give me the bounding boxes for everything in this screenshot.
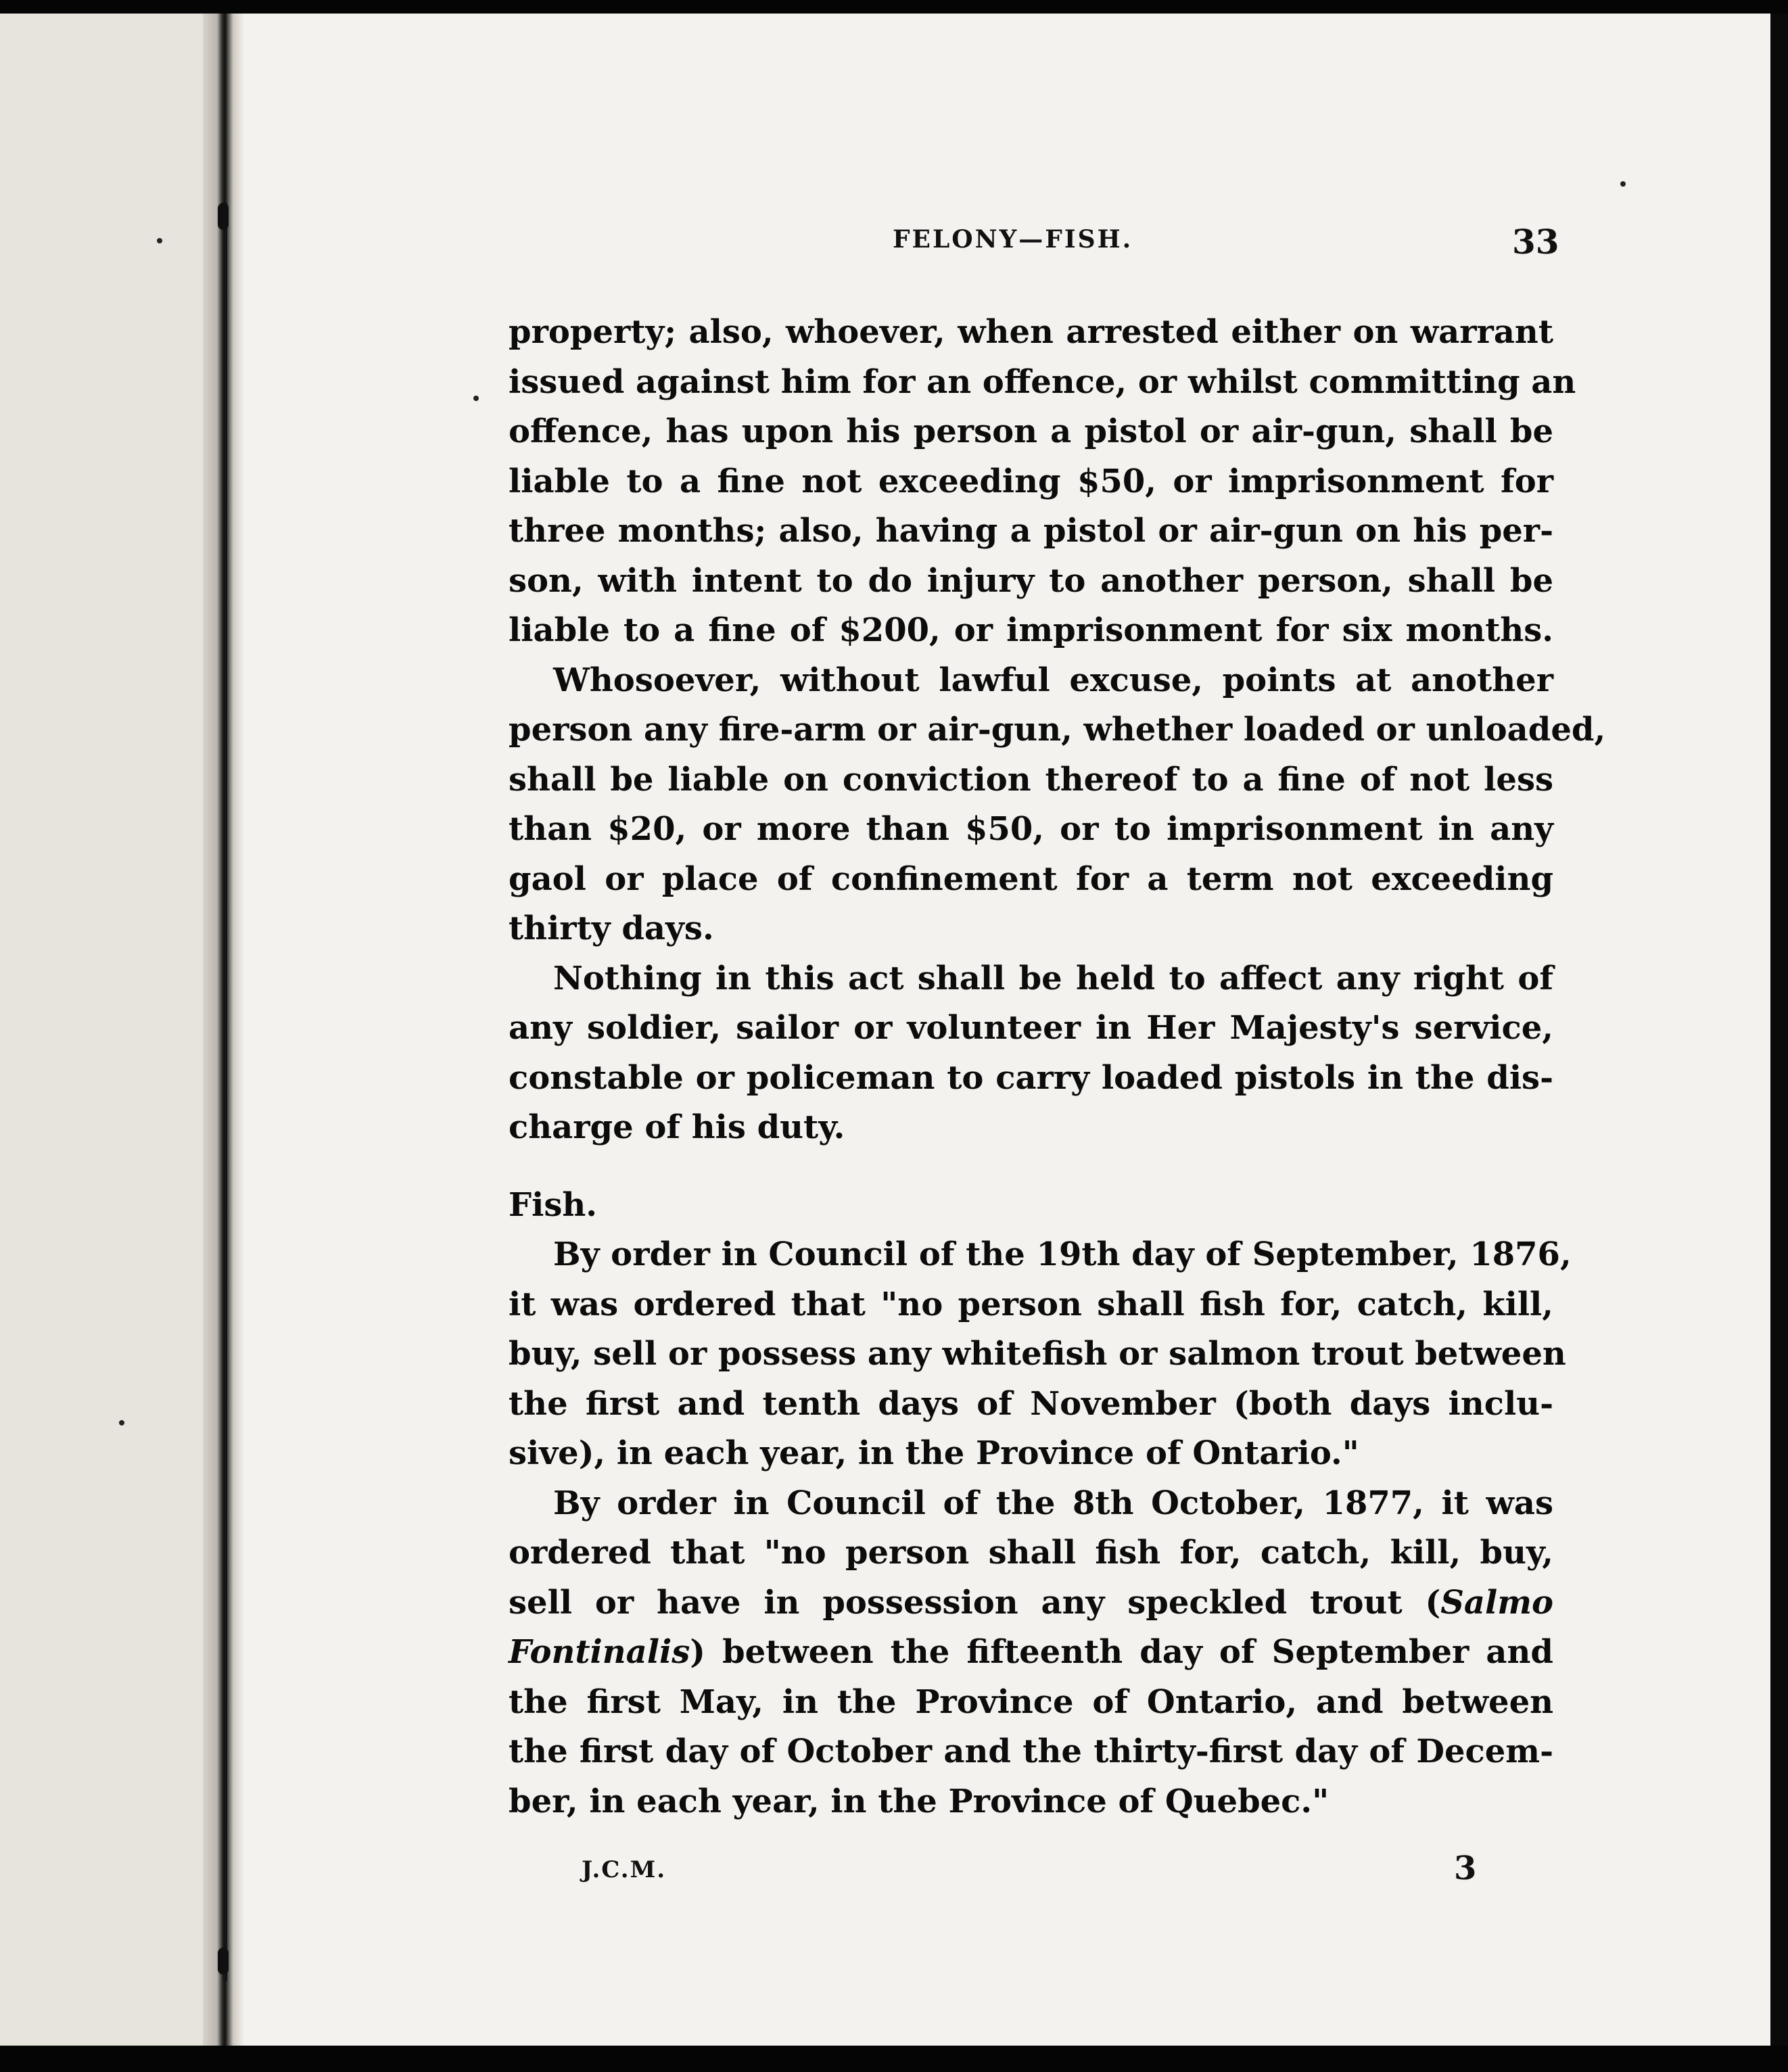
paper-speck [157,238,162,243]
text-line: person any fire-arm or air-gun, whether loaded or unloaded, [509,711,1606,749]
text-line: the first and tenth days of November (both days inclu- [509,1384,1553,1423]
text-line: constable or policeman to carry loaded pistols in the dis- [509,1058,1553,1097]
binding-mark [218,203,229,230]
italic-term: Fontinalis [509,1633,690,1671]
text-line: three months; also, having a pistol or air-gun on his per- [509,512,1553,550]
paper-speck [1620,181,1626,187]
text-line: thirty days. [509,910,714,947]
text-line: gaol or place of confinement for a term not exceeding [509,860,1553,898]
signature-number: 3 [1454,1850,1477,1887]
text-line: buy, sell or possess any whitefish or salmon trout between [509,1335,1566,1373]
text-line: sive), in each year, in the Province of Ontario." [509,1434,1359,1472]
paper-speck [473,396,479,401]
binding-mark [218,1948,229,1975]
right-border [1770,14,1788,2046]
text-line: any soldier, sailor or volunteer in Her Majesty's service, [509,1009,1553,1047]
text-line: Nothing in this act shall be held to affect any right of [553,959,1553,997]
text-line: By order in Council of the 19th day of September, 1876, [553,1235,1572,1273]
running-head: FELONY—FISH. [893,225,1133,254]
facing-page-edge [0,14,215,2046]
text-line: liable to a fine of $200, or imprisonment for six months. [509,611,1553,649]
text-line: ordered that "no person shall fish for, catch, kill, buy, [509,1534,1553,1572]
text-line: Whosoever, without lawful excuse, points at another [553,661,1553,699]
text-line [509,1628,1553,1678]
paper-speck [119,1420,124,1426]
page-number: 33 [1512,222,1559,262]
body-text [509,308,1606,1827]
text-line: liable to a fine not exceeding $50, or imprisonment for [509,462,1553,500]
text-line: it was ordered that "no person shall fish for, catch, kill, [509,1285,1553,1323]
signature-mark: J.C.M. [582,1856,667,1883]
text-fragment: sell or have in possession any speckled trout ( [509,1583,1441,1622]
text-line [509,1578,1553,1628]
text-line: son, with intent to do injury to another person, shall be [509,561,1553,600]
text-line: property; also, whoever, when arrested either on warrant [509,313,1553,351]
section-heading: Fish. [509,1185,597,1224]
text-line: ber, in each year, in the Province of Quebec." [509,1782,1330,1820]
text-line: than $20, or more than $50, or to imprisonment in any [509,810,1553,848]
text-line: By order in Council of the 8th October, 1877, it was [553,1484,1553,1522]
text-line: the first May, in the Province of Ontario, and between [509,1682,1553,1721]
text-line: shall be liable on conviction thereof to a fine of not less [509,760,1553,799]
text-line: the first day of October and the thirty-first day of Decem- [509,1733,1553,1770]
spine-shadow [223,203,227,1981]
text-line: offence, has upon his person a pistol or air-gun, shall be [509,413,1553,450]
text-fragment: ) between the fifteenth day of September and [690,1633,1553,1671]
text-line: charge of his duty. [509,1108,845,1146]
text-line: issued against him for an offence, or whilst committing an [509,362,1576,401]
italic-term: Salmo [1440,1583,1553,1622]
